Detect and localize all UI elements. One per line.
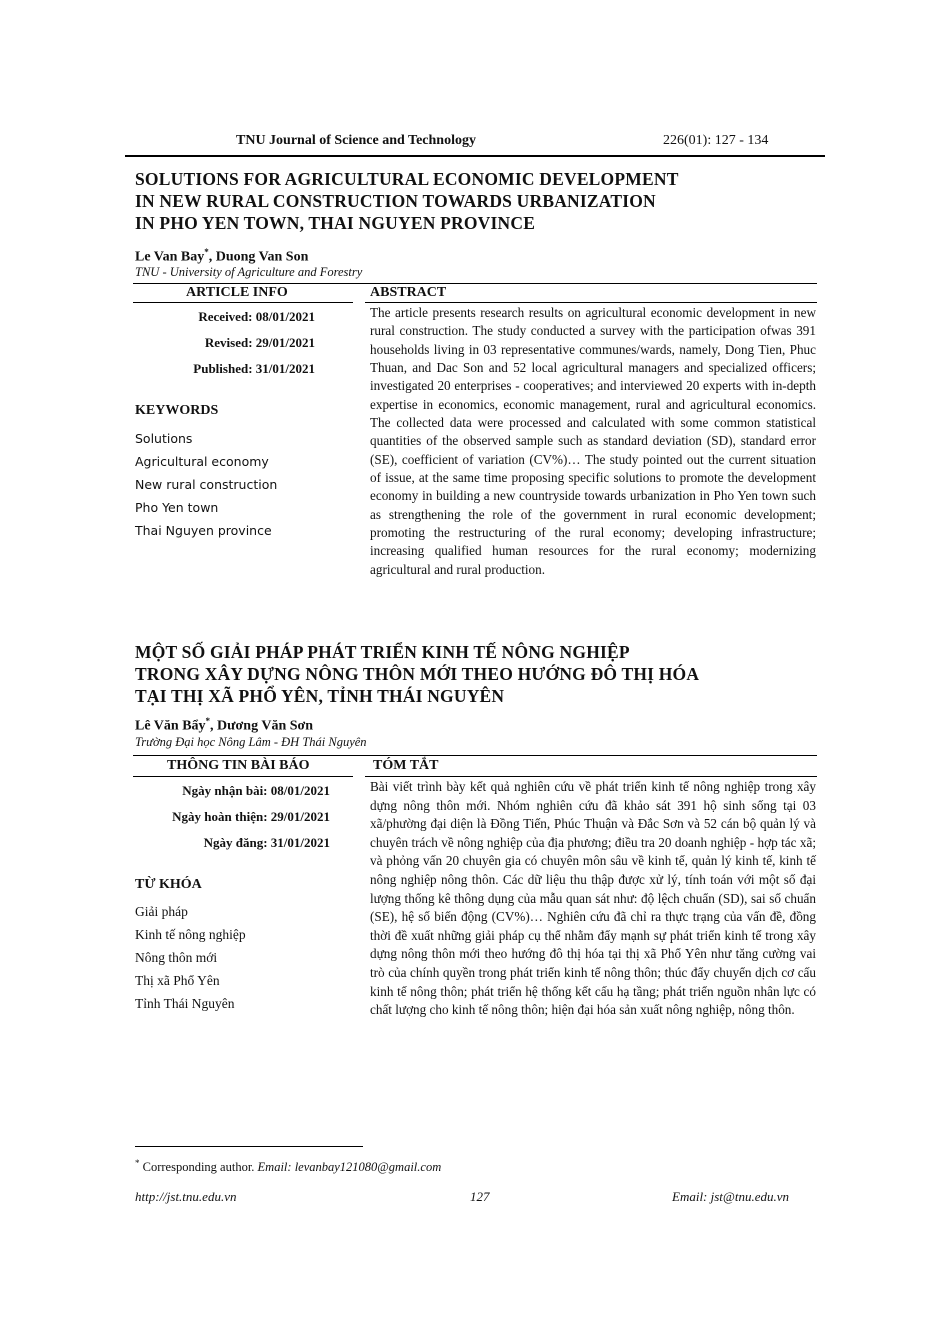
info-sub-rule-vi [133, 776, 353, 777]
published-date: Published: 31/01/2021 [193, 361, 315, 376]
journal-name: TNU Journal of Science and Technology [236, 133, 476, 148]
footnote-mark: * [135, 1158, 140, 1168]
keyword-item: Agricultural economy [135, 454, 269, 469]
keyword-item: Thai Nguyen province [135, 523, 272, 538]
footnote [135, 1158, 441, 1175]
author-1-vi: Lê Văn Bẩy [135, 718, 206, 734]
revised-date: Revised: 29/01/2021 [204, 335, 315, 350]
abstract-en: The article presents research results on agricultural economic development in new rural construction. The study conducted a survey with the participation ofwas 391 households living in 03 representative communes/wards, namely, Dong Tien, Phuc Thuan, and Dac Son and 52 local agricultural managers and specialized officers; investigated 20 enterprises - cooperatives; and interviewed 20 experts with in-depth expertise in economics, economic management, rural and agricultural economics. The collected data were processed and calculated with some common statistical quantities of the observed sample such as standard deviation (SD), standard error (SE), coefficient of variation (CV%)… The study pointed out the current situation of issue, at the same time proposing specific solutions to promote the development economy in building a new countryside towards urbanization in Pho Yen town such as strengthening the role of the government in rural economic development; promoting the restructuring of the rural economy; developing infrastructure; increasing qualified human resources for the rural economy; modernizing agricultural and rural production. [370, 305, 816, 577]
info-top-rule-vi [133, 755, 817, 756]
keyword-item-vi: Kinh tế nông nghiệp [135, 927, 246, 942]
header-rule [125, 155, 825, 157]
keyword-item: New rural construction [135, 477, 278, 492]
title-en-line-3: IN PHO YEN TOWN, THAI NGUYEN PROVINCE [135, 213, 536, 233]
keyword-item-vi: Tỉnh Thái Nguyên [135, 996, 235, 1011]
journal-url[interactable]: http://jst.tnu.edu.vn [135, 1189, 237, 1204]
footnote-rule [135, 1146, 363, 1147]
title-vi-line-3: TẠI THỊ XÃ PHỔ YÊN, TỈNH THÁI NGUYÊN [135, 686, 505, 706]
volume-pages: 226(01): 127 - 134 [663, 133, 769, 148]
keywords-heading-vi: TỪ KHÓA [135, 877, 202, 892]
abstract-sub-rule [365, 302, 817, 303]
keyword-item-vi: Nông thôn mới [135, 950, 218, 965]
author-mark: * [204, 247, 209, 257]
title-vi-line-1: MỘT SỐ GIẢI PHÁP PHÁT TRIỂN KINH TẾ NÔNG NGHIỆP [135, 642, 630, 662]
info-top-rule [133, 283, 817, 284]
abstract-vi: Bài viết trình bày kết quả nghiên cứu về phát triển kinh tế nông nghiệp trong xây dựng nông thôn mới. Nhóm nghiên cứu đã khảo sát 391 hộ sinh sống tại 03 xã/phường đại diện là Đồng Tiến, Phúc Thuận và Đắc Sơn và 52 cán bộ quản lý và chuyên trách về nông nghiệp của địa phương; điều tra 20 doanh nghiệp - hợp tác xã; và phỏng vấn 20 chuyên gia có chuyên môn sâu về kinh tế, quản lý kinh tế, kinh tế nông nghiệp nông thôn. Các dữ liệu thu thập được xử lý, tính toán với một số đại lượng thống kê thông dụng của mẫu quan sát như: độ lệch chuẩn (SD), sai số chuẩn (SE), hệ số biến động (CV%)… Nghiên cứu đã chỉ ra thực trạng của vấn đề, đồng thời đề xuất những giải pháp cụ thể nhằm đẩy mạnh sự phát triển kinh tế trong xây dựng nông thôn mới theo hướng đô thị hóa tại thị xã Phổ Yên như tăng cường vai trò của chính quyền trong phát triển kinh tế nông thôn; thúc đẩy chuyển dịch cơ cấu kinh tế nông thôn; phát triển hệ thống kết cấu hạ tầng; phát triển nguồn nhân lực có chất lượng cho kinh tế nông thôn; hiện đại hóa sản xuất nông nghiệp, nông thôn. [370, 779, 816, 1018]
title-en [135, 168, 679, 234]
author-2: , Duong Van Son [208, 249, 309, 265]
author-1: Le Van Bay [135, 249, 205, 265]
title-en-line-1: SOLUTIONS FOR AGRICULTURAL ECONOMIC DEVELOPMENT [135, 169, 679, 189]
abstract-sub-rule-vi [365, 776, 817, 777]
keyword-item-vi: Giải pháp [135, 904, 188, 919]
keyword-item-vi: Thị xã Phổ Yên [135, 973, 220, 988]
article-info-heading: ARTICLE INFO [186, 285, 288, 300]
authors-vi [135, 716, 313, 735]
title-en-line-2: IN NEW RURAL CONSTRUCTION TOWARDS URBANIZATION [135, 191, 656, 211]
keywords-heading: KEYWORDS [135, 403, 219, 418]
published-date-vi: Ngày đăng: 31/01/2021 [203, 835, 330, 850]
revised-date-vi: Ngày hoàn thiện: 29/01/2021 [172, 809, 330, 824]
affiliation-vi: Trường Đại học Nông Lâm - ĐH Thái Nguyên [135, 735, 367, 749]
author-2-vi: , Dương Văn Sơn [210, 718, 314, 734]
article-info-heading-vi: THÔNG TIN BÀI BÁO [167, 758, 310, 773]
received-date: Received: 08/01/2021 [198, 309, 315, 324]
author-mark-vi: * [205, 716, 211, 726]
footnote-email: Email: levanbay121080@gmail.com [257, 1160, 442, 1175]
authors-en [135, 247, 308, 266]
abstract-heading-vi: TÓM TẮT [373, 758, 439, 773]
keyword-item: Pho Yen town [135, 500, 219, 515]
footnote-label: Corresponding author. [142, 1160, 255, 1175]
title-vi-line-2: TRONG XÂY DỰNG NÔNG THÔN MỚI THEO HƯỚNG ĐÔ THỊ HÓA [135, 664, 700, 684]
abstract-heading: ABSTRACT [370, 285, 447, 300]
title-vi [135, 641, 699, 707]
info-sub-rule [133, 302, 353, 303]
affiliation-en: TNU - University of Agriculture and Forestry [135, 265, 363, 279]
keyword-item: Solutions [135, 431, 193, 446]
received-date-vi: Ngày nhận bài: 08/01/2021 [182, 783, 330, 798]
journal-email[interactable]: Email: jst@tnu.edu.vn [672, 1189, 790, 1204]
page-number: 127 [470, 1189, 490, 1204]
